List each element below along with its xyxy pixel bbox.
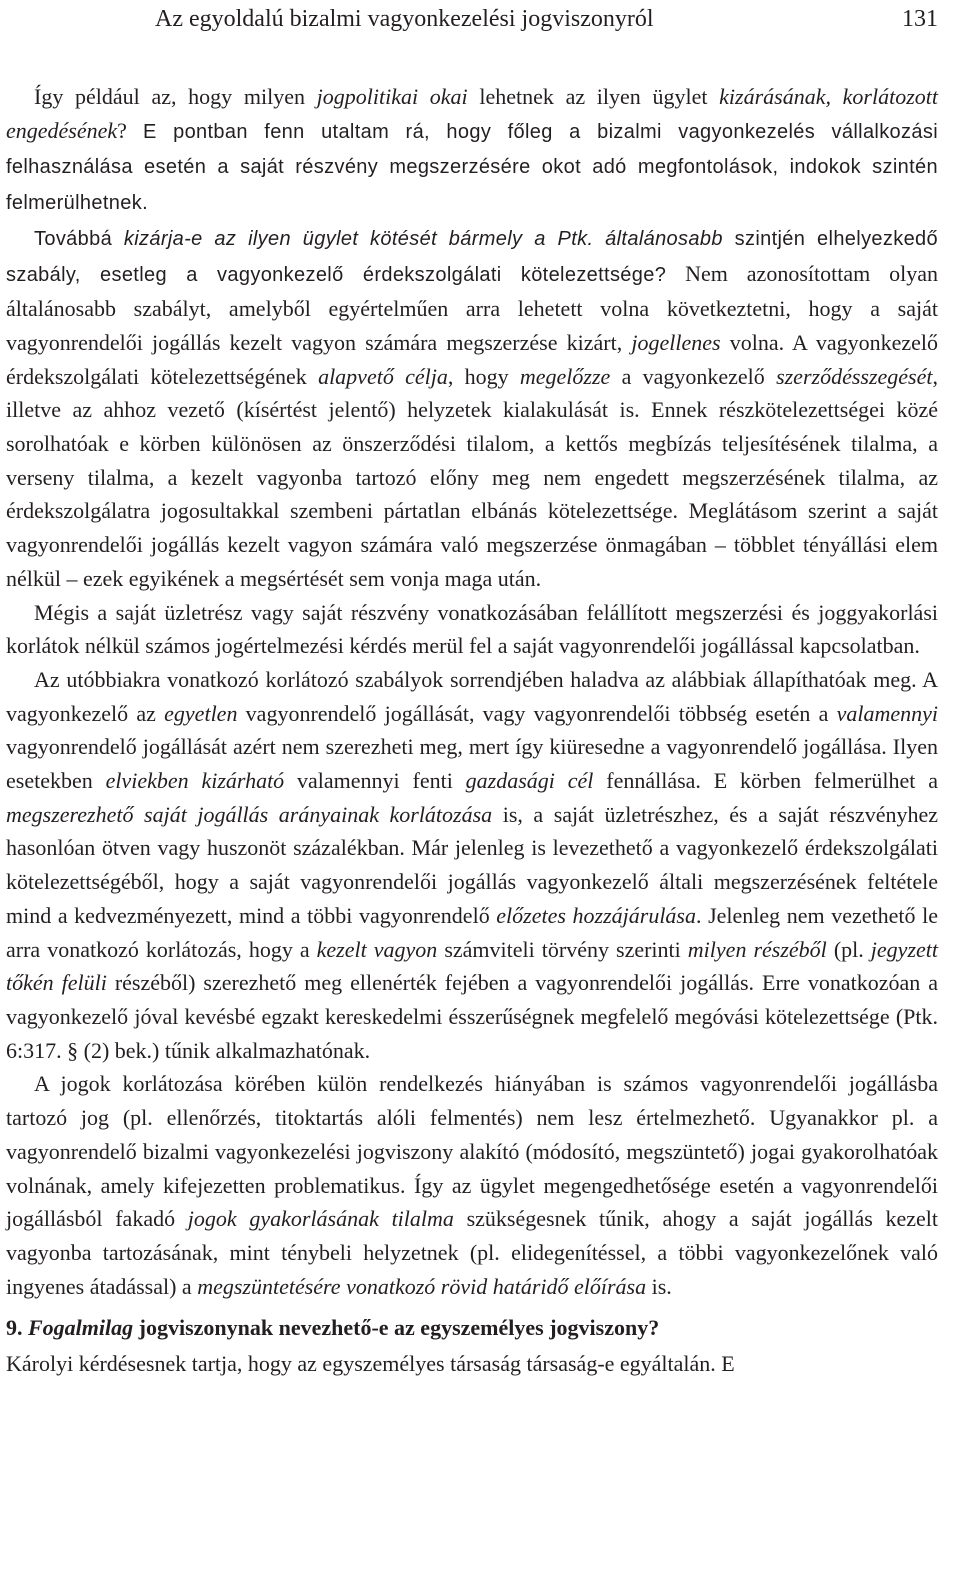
text-run: Az utóbbiakra vonatkozó korlátozó szabályok sorrendjében haladva az alábbiak állapíthatóak meg. A vagyonkezelő az	[6, 666, 938, 726]
italic-text: jogok gyakorlásának tilalma	[187, 1206, 454, 1232]
italic-text: Fogalmilag	[28, 1315, 134, 1341]
italic-text: megszerezhető saját jogállás arányainak korlátozása	[6, 801, 493, 827]
text-run: Így például az, hogy milyen	[34, 84, 317, 109]
text-run: valamennyi fenti	[284, 768, 466, 794]
text-run: Továbbá	[34, 227, 124, 250]
italic-text: előzetes hozzájárulása	[496, 902, 696, 928]
section-heading	[6, 1311, 938, 1345]
italic-text: elviekben kizárható	[105, 768, 285, 794]
text-run: volna. A vagyonkezelő érdekszolgálati kötelezettségének	[6, 329, 939, 389]
text-run: vagyonrendelő jogállását, vagy vagyonrendelői többség esetén a	[237, 700, 837, 726]
italic-text: milyen részéből	[687, 936, 827, 962]
italic-text: egyetlen	[164, 700, 238, 726]
paragraph	[6, 221, 938, 596]
text-run: . Jelenleg nem vezethető le arra vonatkozó korlátozás, hogy a	[6, 902, 938, 962]
italic-text: jegyzett tőkén felüli	[6, 936, 938, 996]
paragraph	[6, 1067, 938, 1303]
italic-text: megszüntetésére vonatkozó rövid határidő előírása	[197, 1273, 647, 1299]
text-run: is, a saját üzletrészhez, és a saját részvényhez hasonlóan ötven vagy huszonöt százalékban. Már jelenleg is levezethető a vagyonkezelő érdekszolgálati kötelezettségéből, hogy a saját vagyonrendelői jogállás vagyonkezelő általi megszerzésének feltétele mind a kedvezményezett, mind a többi vagyonrendelő	[6, 801, 938, 928]
page-number: 131	[902, 6, 938, 32]
text-run: a vagyonkezelő	[610, 363, 777, 389]
italic-text: jogpolitikai okai	[316, 84, 468, 109]
text-run: E pontban fenn utaltam rá, hogy főleg a bizalmi vagyonkezelés vállalkozási felhasználása esetén a saját részvény megszerzésére okot adó megfontolások, indokok szintén felmerülhetnek.	[6, 120, 939, 215]
text-run: 9.	[6, 1315, 28, 1341]
text-run: , illetve az ahhoz vezető (kísértést jelentő) helyzetek kialakulását is. Ennek részkötelezettségei közé sorolhatóak e körben különösen az önszerződési tilalom, a kettős megbízás teljesítésének tilalma, a verseny tilalma, a kezelt vagyonba tartozó előny meg nem engedett megszerzésének tilalma, az érdekszolgálatra jogosultakkal szembeni pártatlan elbánás kötelezettsége. Meglátásom szerint a saját vagyonrendelői jogállás kezelt vagyon számára való megszerzése önmagában – többlet tényállási elem nélkül – ezek egyikének a megsértését sem vonja maga után.	[6, 363, 938, 591]
italic-text: jogellenes	[631, 329, 721, 355]
text-run: Mégis a saját üzletrész vagy saját részvény vonatkozásában felállított megszerzési és joggyakorlási korlátok nélkül számos jogértelmezési kérdés merül fel a saját vagyonrendelői jogállással kapcsolatban.	[6, 599, 938, 659]
text-run: , hogy	[447, 363, 520, 389]
text-run: Nem azonosítottam olyan általánosabb szabályt, amelyből egyértelműen arra lehetett volna következtetni, hogy a saját vagyonrendelői jogállás kezelt vagyon számára megszerzése kizárt,	[6, 260, 938, 355]
paragraph	[6, 663, 938, 1067]
text-run: ?	[117, 117, 143, 143]
running-header	[155, 2, 938, 42]
italic-text: szerződésszegését	[776, 363, 933, 389]
text-run: vagyonrendelő jogállását azért nem szerezheti meg, mert így kiüresedne a vagyonrendelő jogállása. Ilyen esetekben	[6, 734, 938, 794]
text-run: részéből) szerezhető meg ellenérték fejében a vagyonrendelői jogállás. Erre vonatkozóan a vagyonkezelő jóval kevésbé egzakt kereskedelmi ésszerűségnek megfelelő megóvási kötelezettsége (Ptk. 6:317. § (2) bek.) tűnik alkalmazhatónak.	[6, 970, 938, 1063]
italic-text: kizárásának, korlátozott engedésének	[6, 84, 938, 143]
text-run: fennállása. E körben felmerülhet a	[593, 768, 938, 794]
text-run: jogviszonynak nevezhető-e az egyszemélyes jogviszony?	[133, 1315, 660, 1341]
text-run: szükségesnek tűnik, ahogy a saját jogállás kezelt vagyonba tartozásának, mint ténybeli helyzetnek (pl. elidegenítéssel, a többi vagyonkezelőnek való ingyenes átadással) a	[6, 1206, 938, 1299]
text-run: is.	[646, 1273, 672, 1299]
running-title: Az egyoldalú bizalmi vagyonkezelési jogviszonyról	[155, 6, 654, 32]
italic-text: kizárja-e az ilyen ügylet kötését bármely a Ptk. általánosabb	[123, 227, 723, 250]
italic-text: alapvető célja	[318, 363, 448, 389]
body-text	[6, 80, 938, 1381]
text-run: szintjén elhelyezkedő szabály, esetleg a vagyonkezelő érdekszolgálati kötelezettsége?	[6, 227, 939, 286]
paragraph	[6, 1347, 938, 1381]
text-run: A jogok korlátozása körében külön rendelkezés hiányában is számos vagyonrendelői jogállásba tartozó jog (pl. ellenőrzés, titoktartás alóli felmentés) nem lesz értelmezhető. Ugyanakkor pl. a vagyonrendelő bizalmi vagyonkezelési jogviszony alakító (módosító, megszüntető) jogai gyakorolhatóak volnának, amely kifejezetten problematikus. Így az ügylet megengedhetősége esetén a vagyonrendelői jogállásból fakadó	[6, 1071, 938, 1232]
text-run: lehetnek az ilyen ügylet	[467, 84, 720, 109]
text-run: számviteli törvény szerinti	[437, 936, 688, 962]
text-run: (pl.	[826, 936, 871, 962]
italic-text: megelőzze	[519, 363, 611, 389]
paragraph	[6, 80, 938, 221]
italic-text: gazdasági cél	[465, 768, 594, 794]
italic-text: kezelt vagyon	[316, 936, 438, 962]
italic-text: valamennyi	[836, 700, 938, 726]
paragraph	[6, 596, 938, 663]
text-run: Károlyi kérdésesnek tartja, hogy az egyszemélyes társaság társaság-e egyáltalán. E	[6, 1351, 735, 1377]
